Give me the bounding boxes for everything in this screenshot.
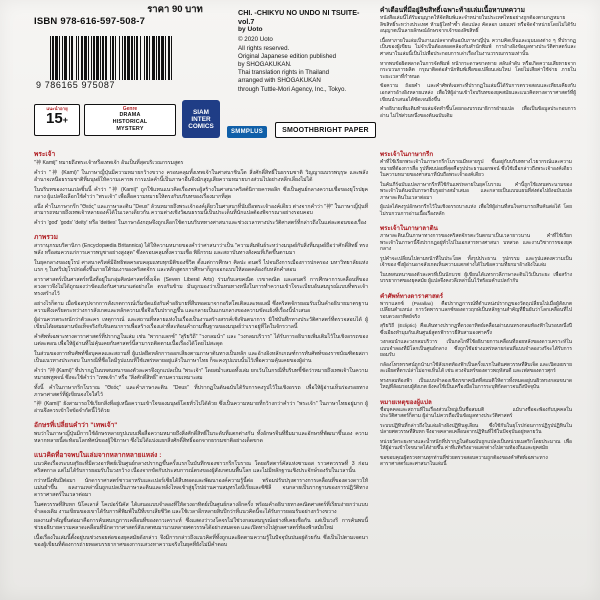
barcode [36, 36, 232, 92]
credit-line: © 2020 Uoto [238, 36, 273, 44]
note-paragraph: อย่างไรก็ตาม เมื่อข้อสรุปจากการสังเกตการณ์เริ่มขัดแย้งกับคำอธิบายที่สืบทอดมาจากอริสโตเติลและทอเลมี ซึ่งคริสตจักรยอมรับเป็นคำอธิบายมาตรฐาน ความตึงเครียดระหว่างการสังเกตและหลักความเชื่อจึงเริ่มปรากฏขึ้น และกลายเป็นแกนกลางของความขัดแย้งที่เรื่องนี้นำเสนอ [34, 300, 368, 314]
note-section-heading: พระเจ้าในภาษาลาติน [380, 225, 438, 232]
note-paragraph: ดาราศาสตร์เป็นศาสตร์หนึ่งที่อยู่ในกลุ่มศิลปศาสตร์ทั้งเจ็ด (Seven Liberal Arts) ร่วมกับเลขคณิต เรขาคณิต และดนตรี การศึกษาการเคลื่อนที่ของดวงดาวจึงไม่ได้ถูกมองว่าขัดแย้งกับศาสนาแต่อย่างใด ตรงกันข้าม มันถูกมองว่าเป็นหนทางหนึ่งในการทำความเข้าใจระเบียบอันสมบูรณ์แบบที่พระเจ้าทรงสร้างไว้ [34, 276, 368, 297]
note-paragraph: พาราแลกซ์ (Parallax) คือปรากฏการณ์ที่ตำแหน่งปรากฏของวัตถุเปลี่ยนไปเมื่อผู้สังเกตเปลี่ยนตำแหน่ง การวัดพาราแลกซ์ของดาวฤกษ์เป็นหลักฐานสำคัญที่ยืนยันว่าโลกเคลื่อนที่ไปรอบดวงอาทิตย์จริง [380, 301, 572, 320]
note-paragraph: ในบทสนทนาของตัวละครที่เป็นนักบวช ผู้เขียนได้แทรกวลีภาษาละตินไว้เป็นระยะ เพื่อสร้างบรรยากาศของยุคสมัย ผู้แปลจึงคงวลีเหล่านั้นไว้พร้อมคำแปลกำกับ [380, 272, 572, 284]
credit-line: All rights reserved. [238, 44, 290, 52]
barcode-bars [50, 36, 228, 80]
note-section [380, 224, 572, 286]
note-paragraph: ทั้งนี้ คำในภาษากรีกโบราณ "Θεός" และคำภาษาละติน "Deus" ที่ปรากฏในต้นฉบับได้รับการคงรูปไว้ในเชิงอรรถ เพื่อให้ผู้อ่านเห็นร่องรอยทางภาษาศาสตร์ที่ผู้เขียนจงใจใส่ไว้ [34, 384, 368, 398]
note-paragraph: ในคัมภีร์ฉบับแปลภาษากรีกที่ใช้กันแพร่หลายในยุคโบราณ คำนี้ถูกใช้แทนพระนามของพระเจ้าในต้นฉบับภาษาฮีบรูอย่างสม่ำเสมอ และกลายเป็นแบบแผนที่ส่งต่อไปยังฉบับแปลภาษาละตินในเวลาต่อมา [380, 182, 572, 201]
note-paragraph: ชื่อบุคคลและสถานที่ในเรื่องส่วนใหญ่เป็นชื่อสมมติ แม้บางชื่อจะพ้องกับบุคคลในประวัติศาสตร์ก็ตาม ผู้อ่านไม่ควรถือเป็นข้อมูลทางประวัติศาสตร์ [380, 407, 572, 419]
note-paragraph: ระบบปฏิทินที่กล่าวถึงในเล่มอ้างอิงปฏิทินจูเลียน ซึ่งใช้กันในยุโรปก่อนการปฏิรูปปฏิทินในปลายศตวรรษที่สิบหก จึงอาจคลาดเคลื่อนจากปฏิทินที่ใช้ในปัจจุบันอยู่หลายวัน [380, 423, 572, 435]
legal-body [380, 16, 576, 120]
note-paragraph: ในส่วนของการทับศัพท์ชื่อบุคคลและสถานที่ ผู้แปลยึดหลักการออกเสียงตามภาษาต้นทางเป็นหลัก และอ้างอิงหลักเกณฑ์การทับศัพท์ของราชบัณฑิตยสภาเป็นแนวทางประกอบ ในกรณีที่ชื่อใดมีรูปแบบที่ใช้แพร่หลายอยู่แล้วในภาษาไทย ก็จะคงรูปแบบนั้นไว้เพื่อความคุ้นเคยของผู้อ่าน [34, 351, 368, 364]
isbn-label: ISBN 978-616-597-508-7 [34, 16, 146, 27]
note-section-heading: อักษรที่เปลี่ยนคำว่า "เทพเจ้า" [34, 422, 118, 430]
price-label: ราคา 90 บาท [147, 4, 203, 15]
credit-line: Original Japanese edition published [238, 52, 337, 60]
genre-caption: Genre [122, 106, 138, 112]
credit-line: arranged with SHOGAKUKAN [238, 77, 321, 85]
note-section-heading: แนวคิดที่อาจพบในเล่มจากหลากหลายแหล่ง : [34, 452, 162, 460]
author-line: by Uoto [238, 26, 263, 33]
note-paragraph: ทรงกลมท้องฟ้า เป็นแบบจำลองเชิงเรขาคณิตที่สมมติให้ดาวทั้งหมดอยู่บนผิวทรงกลมขนาดใหญ่ที่ล้อมรอบผู้สังเกต ยังคงใช้เป็นเครื่องมือในการระบุพิกัดดาวจนถึงปัจจุบัน [380, 378, 572, 390]
note-paragraph: "神 (Kami)" ยังสามารถใช้เรียกสิ่งที่อยู่เหนือความเข้าใจของมนุษย์โดยทั่วไปได้ด้วย ซึ่งเป็นความหมายที่กว้างกว่าคำว่า "พระเจ้า" ในภาษาไทยอยู่มาก ผู้อ่านจึงควรเข้าใจข้อจำกัดนี้ไว้ด้วย [34, 401, 368, 415]
note-paragraph: ผู้อ่านควรตระหนักว่าตัวละคร เหตุการณ์ และสถานที่หลายแห่งในเรื่องเป็นงานสร้างสรรค์เชิงจินตนาการ มิใช่บันทึกทางประวัติศาสตร์ที่ตรวจสอบได้ ผู้เขียนได้ผสมผสานข้อเท็จจริงกับจินตนาการเพื่อสร้างเรื่องเล่าที่สะท้อนคำถามพื้นฐานของมนุษย์ว่าเราอยู่ที่ใดในจักรวาลนี้ [34, 317, 368, 331]
note-section [380, 150, 572, 218]
copyright-credits [238, 8, 368, 94]
legal-paragraph: เนื้อหาภายในเล่มเป็นงานแปลจากต้นฉบับภาษาญี่ปุ่น ความคิดเห็นและมุมมองต่าง ๆ ที่ปรากฏเป็นของผู้เขียน ไม่จำเป็นต้องสอดคล้องกับสำนักพิมพ์ การอ้างอิงข้อมูลทางประวัติศาสตร์และศาสนาในเล่มนี้เป็นไปเพื่อประกอบการเล่าเรื่องในงานวรรณกรรมเท่านั้น [380, 38, 576, 57]
note-paragraph: ผู้แปลได้คงรูปอักษรกรีกไว้ในเชิงอรรถบางแห่ง เพื่อให้ผู้อ่านที่สนใจสามารถสืบค้นต่อได้ โดยไม่รบกวนการอ่านเนื้อเรื่องหลัก [380, 205, 572, 217]
note-section-heading: ภาพรวม [34, 234, 58, 242]
note-paragraph: กว่าหนึ่งพันปีต่อมา นักดาราศาสตร์ชาวอาหรับและเปอร์เซียได้สืบทอดและพัฒนาองค์ความรู้นี้ต่อ พร้อมปรับปรุงตารางการเคลื่อนที่ของดวงดาวให้แม่นยำขึ้น ผลงานเหล่านั้นถูกแปลเป็นภาษาละตินและหลั่งไหลเข้าสู่ยุโรปผ่านคาบสมุทรไอบีเรียและซิซิลี จนกลายเป็นรากฐานของการปฏิวัติทางดาราศาสตร์ในเวลาต่อมา [34, 477, 368, 498]
legal-notice [380, 6, 576, 123]
left-column [34, 150, 368, 555]
age-rating-value [46, 111, 68, 128]
note-section-heading: พระเจ้า [34, 151, 56, 158]
publisher-logo-line-2: INTER [191, 115, 211, 123]
age-rating-badge [34, 104, 80, 136]
legal-paragraph: หนังสือเล่มนี้ได้รับอนุญาตให้จัดพิมพ์และจำหน่ายในประเทศไทยอย่างถูกต้องตามกฎหมายลิขสิทธิ์ระหว่างประเทศ ห้ามผู้ใดทำซ้ำ ดัดแปลง คัดลอก เผยแพร่ หรือจัดจำหน่ายโดยไม่ได้รับอนุญาตเป็นลายลักษณ์อักษรจากเจ้าของลิขสิทธิ์ [380, 16, 576, 35]
note-paragraph: หน่วยวัดระยะทางและน้ำหนักที่ปรากฏในต้นฉบับถูกแปลงเป็นหน่วยเมตริกโดยประมาณ เพื่อให้ผู้อ่านเข้าใจขนาดได้ง่ายขึ้น ค่าที่แท้จริงอาจแตกต่างไปตามท้องถิ่นและยุคสมัย [380, 439, 572, 451]
note-paragraph: ในบริบทของงานแปลชิ้นนี้ คำว่า "神 (Kami)" ถูกใช้แทนแนวคิดเรื่องพระผู้สร้างในศาสนาคริสต์นิกายคาทอลิก ซึ่งเป็นศูนย์กลางความเชื่อของยุโรปยุคกลาง ผู้แปลจึงเลือกใช้คำว่า "พระเจ้า" เพื่อสื่อความหมายให้ตรงกับบริบทของเรื่องมากที่สุด [34, 186, 368, 200]
note-paragraph: แนวคิดเรื่องระบบสุริยะที่มีดวงอาทิตย์เป็นศูนย์กลางปรากฏขึ้นครั้งแรกในบันทึกของชาวกรีกโบราณ โดยอริสตาร์คัสแห่งซามอส ราวศตวรรษที่ 3 ก่อนคริสตกาล แต่ไม่ได้รับการยอมรับในวงกว้าง เนื่องจากขัดกับประสบการณ์ตรงของผู้สังเกตบนพื้นโลก และไม่มีหลักฐานเชิงประจักษ์รองรับในเวลานั้น [34, 461, 368, 474]
smmplus-badge: SMMPLUS [227, 126, 267, 138]
publisher-logo-line-3: COMICS [188, 122, 214, 130]
legal-paragraph: ข้อความ ถ้อยคำ และคำศัพท์เฉพาะที่ปรากฏในเล่มนี้ได้รับการตรวจสอบและเทียบเคียงกับเอกสารอ้างอิงหลายแหล่ง เพื่อให้ผู้อ่านเข้าใจบริบทของยุคสมัยและแนวคิดทางดาราศาสตร์ที่ผู้เขียนนำเสนอได้ชัดเจนยิ่งขึ้น [380, 84, 576, 103]
note-section [34, 150, 368, 227]
note-section [380, 292, 572, 392]
credit-line: by SHOGAKUKAN. [238, 61, 292, 69]
badge-row [34, 104, 376, 138]
note-paragraph: ผลงานสำคัญชิ้นต่อมาคือการค้นพบกฎการเคลื่อนที่ของดาวเคราะห์ ซึ่งแสดงว่าวงโคจรไม่ใช่วงกลมสมบูรณ์อย่างที่เคยเชื่อกัน แต่เป็นวงรี การค้นพบนี้ช่วยอธิบายความคลาดเคลื่อนที่นักดาราศาสตร์สังเกตพบมานานหลายศตวรรษได้อย่างหมดจด และเปิดทางไปสู่กลศาสตร์ท้องฟ้าสมัยใหม่ [34, 518, 368, 532]
note-paragraph: ในยุคกลางของยุโรป ศาสนาคริสต์มีอิทธิพลครอบคลุมแทบทุกมิติของชีวิต ตั้งแต่การศึกษา ศิลปะ ดนตรี ไปจนถึงการเมืองการปกครอง มหาวิทยาลัยแห่งแรก ๆ ในทวีปยุโรปก่อตั้งขึ้นภายใต้ร่มเงาของคริสตจักร และหลักสูตรการศึกษาก็ถูกออกแบบให้สอดคล้องกับหลักคำสอน [34, 260, 368, 273]
note-section-heading: คำศัพท์ทางดาราศาสตร์ [380, 292, 444, 300]
note-paragraph: รูปคำจะเปลี่ยนไปตามหน้าที่ในประโยค ทั้งรูปประธาน รูปกรรม และรูปแสดงความเป็นเจ้าของ ซึ่งผู้อ่านอาจสังเกตเห็นความแตกต่างได้ในข้อความที่ยกมาอ้างอิงในเล่ม [380, 256, 572, 268]
note-section [380, 398, 572, 469]
note-section [34, 233, 368, 415]
legal-paragraph: หากพบข้อผิดพลาดในการจัดพิมพ์ หน้ากระดาษขาดหาย สลับลำดับ หรือเกิดความเสียหายจากกระบวนการผลิต กรุณาติดต่อสำนักพิมพ์เพื่อขอเปลี่ยนเล่มใหม่ โดยไม่เสียค่าใช้จ่าย ภายในระยะเวลาที่กำหนด [380, 61, 576, 80]
genre-badge [84, 104, 176, 136]
legal-heading: คำเตือนที่มีอยู่ลิขสิทธิ์เฉพาะท้ายเล่มเนื้อหาบทความ [380, 7, 525, 14]
paper-type-badge: SMOOTHBRIGHT PAPER [275, 122, 376, 138]
note-section-heading: พระเจ้าในภาษากรีก [380, 151, 434, 158]
note-paragraph: สารานุกรมบริตานิกา (Encyclopædia Britannica) ได้ให้ความหมายของคำว่าศาสนาว่าเป็น "ความสัมพันธ์ระหว่างมนุษย์กับสิ่งที่มนุษย์ถือว่าศักดิ์สิทธิ์ ทรงพลัง หรือสมควรแก่การเคารพบูชาอย่างสูงสุด" ซึ่งครอบคลุมทั้งความเชื่อ พิธีกรรม และสถาบันทางสังคมที่เกิดขึ้นตามมา [34, 243, 368, 257]
right-column [380, 150, 572, 475]
publisher-logo [182, 100, 220, 138]
credit-line: through Tuttle-Mori Agency, Inc., Tokyo. [238, 85, 347, 93]
note-paragraph: วงกลมนำและวงกลมบริวาร เป็นกลไกที่ใช้อธิบายการเคลื่อนที่ถอยหลังของดาวเคราะห์ในแบบจำลองที่มีโลกเป็นศูนย์กลาง ซึ่งถูกใช้อย่างแพร่หลายก่อนที่แบบจำลองวงรีจะได้รับการยอมรับ [380, 340, 572, 358]
genre-line-1: DRAMA [119, 112, 141, 118]
note-paragraph: คำว่า 'god' 'gods' 'deity' หรือ 'deities' ในภาษาอังกฤษจึงถูกเลือกใช้ตามบริบททางศาสนาและช่วงเวลาทางประวัติศาสตร์ที่กล่าวถึงในแต่ละตอนของเรื่อง [34, 220, 367, 227]
age-number: 15 [46, 110, 63, 127]
credit-lines [238, 36, 368, 93]
original-title: CHI. -CHIKYU NO UNDO NI TSUITE- vol.7 [238, 8, 360, 26]
note-paragraph: สุริยวิถี (Ecliptic) คือเส้นทางปรากฏที่ดวงอาทิตย์เคลื่อนผ่านบนทรงกลมท้องฟ้าในรอบหนึ่งปี ซึ่งเอียงทำมุมกับเส้นศูนย์สูตรฟ้าราวยี่สิบสามองศาครึ่ง [380, 324, 572, 336]
credit-line: Thai translation rights in Thailand [238, 69, 330, 77]
publisher-logo-line-1: SIAM [193, 108, 209, 116]
note-paragraph: ในศตวรรษที่สิบหก นิโคเลาส์ โคเปอร์นิคัส ได้เสนอแบบจำลองที่ให้ดวงอาทิตย์เป็นศูนย์กลางอีกครั้ง พร้อมคำอธิบายทางคณิตศาสตร์ที่เรียบง่ายกว่าแบบจำลองเดิม งานเขียนของเขาได้รับการตีพิมพ์ในปีที่เขาเสียชีวิต และใช้เวลาอีกหลายสิบปีกว่าที่แนวคิดนี้จะได้รับการยอมรับอย่างกว้างขวาง [34, 501, 368, 515]
note-paragraph: คำที่ใช้เรียกพระเจ้าในภาษากรีกโบราณมีหลายรูป ขึ้นอยู่กับบริบททางไวยากรณ์และความหมายที่ต้องการสื่อ รูปที่พบบ่อยที่สุดคือรูปประธานเอกพจน์ ซึ่งใช้เมื่อกล่าวถึงพระเจ้าองค์เดียวในความหมายของศาสนาที่นับถือพระเจ้าองค์เดียว [380, 160, 572, 178]
note-section [34, 451, 368, 549]
barcode-digits [36, 80, 232, 92]
note-section-heading: หมายเหตุของผู้แปล [380, 398, 432, 406]
note-paragraph: ภาษาละตินเป็นภาษาทางการของคริสตจักรตะวันตกมาเป็นเวลายาวนาน คำที่ใช้เรียกพระเจ้าในภาษานี้จึงปรากฏอยู่ทั่วไปในเอกสารทางศาสนา บทสวด และงานวิชาการของยุคกลาง [380, 234, 572, 252]
age-plus: + [62, 115, 68, 125]
note-section [34, 421, 368, 445]
genre-line-3: MYSTERY [116, 126, 144, 132]
note-paragraph: คำศัพท์เฉพาะทางดาราศาสตร์ที่ปรากฏในเล่ม เช่น "พาราแลกซ์" "สุริยวิถี" "วงกลมนำ" และ "วงกลมบริวาร" ได้รับการอธิบายเพิ่มเติมไว้ในเชิงอรรถของแต่ละตอน เพื่อให้ผู้อ่านที่ไม่คุ้นเคยกับศาสตร์นี้สามารถติดตามเนื้อเรื่องได้โดยไม่สะดุด [34, 334, 368, 348]
barcode-digits-text: 9 786165 975087 [36, 80, 116, 90]
notes-body [0, 150, 600, 600]
note-paragraph: อนึ่ง คำในภาษากรีก "Θεός" และภาษาละติน "Deus" ล้วนหมายถึงพระเจ้าองค์เดียวในศาสนาที่นับถือพระเจ้าองค์เดียว ต่างจากคำว่า "神" ในภาษาญี่ปุ่นที่สามารถหมายถึงเทพเจ้าหลายองค์ได้ในเวลาเดียวกัน ความต่างเชิงวัฒนธรรมนี้เป็นประเด็นที่นักแปลต้องพิจารณาอย่างรอบคอบ [34, 203, 368, 217]
note-paragraph: "神 Kamij" หมายถึงพระเจ้าหรือเทพเจ้า อันเป็นที่สุดบริเวณกรรมสูตร [34, 160, 184, 166]
note-paragraph: คำว่า "神 (Kami)" ในภาษาญี่ปุ่นมีความหมายกว้างขวาง ครอบคลุมทั้งเทพเจ้าในศาสนาชินโต สิ่งศักดิ์สิทธิ์ในธรรมชาติ วิญญาณบรรพบุรุษ และพลังอำนาจเหนือธรรมชาติที่มนุษย์ให้ความเคารพ การแปลคำนี้เป็นภาษาอื่นจึงมักสูญเสียความหมายบางส่วนไปอย่างหลีกเลี่ยงไม่ได้ [34, 169, 368, 183]
legal-paragraph: คำอธิบายเพิ่มเติมท้ายเล่มจัดทำขึ้นโดยกองบรรณาธิการฝ่ายแปล เพื่อเป็นข้อมูลประกอบการอ่าน ไม่ใช่ส่วนหนึ่งของต้นฉบับเดิม [380, 107, 576, 119]
note-paragraph: พบว่าในภาษาญี่ปุ่นมีการใช้อักษรหลายรูปแบบเพื่อสื่อความหมายถึงสิ่งศักดิ์สิทธิ์ในระดับที่แตกต่างกัน ทั้งอักษรจีนที่ยืมมาและอักษรที่พัฒนาขึ้นเอง ความหลากหลายนี้สะท้อนโลกทัศน์ของผู้ใช้ภาษา ซึ่งไม่ได้แบ่งแยกสิ่งศักดิ์สิทธิ์ออกจากธรรมชาติอย่างเด็ดขาด [34, 431, 368, 445]
cover-top-band [0, 0, 600, 152]
genre-line-2: HISTORICAL [112, 119, 148, 125]
note-paragraph: เนื้อเรื่องในเล่มนี้ตั้งอยู่บนช่วงรอยต่อของยุคสมัยดังกล่าว จึงมีการกล่าวถึงแนวคิดที่ทั้งถูกและผิดตามความรู้ในปัจจุบันปนอยู่ด้วยกัน ซึ่งเป็นไปตามเจตนาของผู้เขียนที่ต้องการถ่ายทอดบรรยากาศของการแสวงหาความจริงในยุคที่ยังไม่มีคำตอบ [34, 535, 368, 549]
note-paragraph: ขอขอบคุณผู้ตรวจทานทุกท่านที่ช่วยตรวจสอบความถูกต้องของคำศัพท์เฉพาะทางดาราศาสตร์และศาสนาในเล่มนี้ [380, 455, 548, 467]
age-rating-caption: แนะนำอายุ [46, 106, 68, 111]
note-paragraph: คำว่า "神 (Kami)" ที่ปรากฏในบทสนทนาของตัวละครจึงถูกแปลเป็น "พระเจ้า" โดยสม่ำเสมอทั้งเล่ม ยกเว้นในกรณีที่บริบทชี้ชัดว่าหมายถึงเทพเจ้าในความหมายพหูพจน์ ซึ่งจะใช้คำว่า "เทพเจ้า" หรือ "สิ่งศักดิ์สิทธิ์" ตามความเหมาะสม [34, 367, 368, 381]
note-paragraph: กล้องโทรทรรศน์ถูกนำมาใช้สังเกตท้องฟ้าเป็นครั้งแรกในต้นศตวรรษที่สิบเจ็ด และเปิดเผยรายละเอียดที่ตาเปล่าไม่อาจเห็นได้ เช่น ดวงจันทร์ของดาวพฤหัสบดี และเฟสของดาวศุกร์ [380, 362, 572, 374]
